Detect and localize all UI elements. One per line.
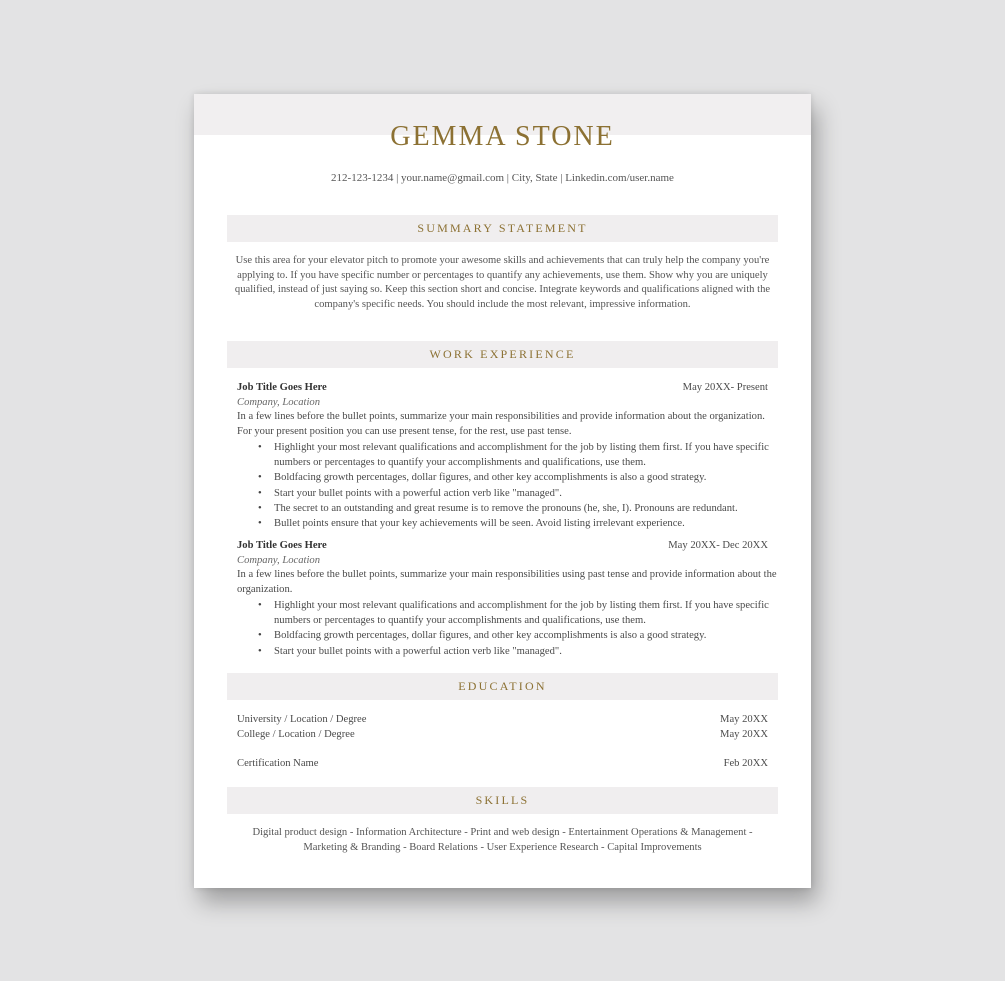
- education-date: May 20XX: [720, 729, 768, 740]
- job-dates: May 20XX- Dec 20XX: [668, 540, 768, 551]
- summary-heading: SUMMARY STATEMENT: [227, 215, 778, 242]
- skills-heading: SKILLS: [227, 787, 778, 814]
- bullet-item: • Start your bullet points with a powerful action verb like "managed".: [274, 486, 779, 501]
- job-description: In a few lines before the bullet points, summarize your main responsibilities using past tense and provide information about the organization.: [237, 569, 777, 595]
- job-bullets: [274, 440, 779, 531]
- skills-text: Digital product design - Information Architecture - Print and web design - Entertainment Operations & Management - Marketing & Branding - Board Relations - User Experience Research - Capital Improvements: [252, 827, 753, 853]
- education-entry: College / Location / Degree: [237, 729, 355, 740]
- job-company: Company, Location: [237, 555, 320, 566]
- education-heading: EDUCATION: [227, 673, 778, 700]
- job-dates: May 20XX- Present: [682, 382, 768, 393]
- contact-line: 212-123-1234 | your.name@gmail.com | City, State | Linkedin.com/user.name: [331, 172, 674, 184]
- bullet-item: • Bullet points ensure that your key achievements will be seen. Avoid listing irrelevant experience.: [274, 516, 779, 531]
- candidate-name: GEMMA STONE: [390, 121, 615, 152]
- job-company: Company, Location: [237, 397, 320, 408]
- resume-page: [194, 94, 811, 888]
- bullet-item: • Boldfacing growth percentages, dollar figures, and other key accomplishments is also a good strategy.: [274, 628, 779, 643]
- bullet-item: • The secret to an outstanding and great resume is to remove the pronouns (he, she, I). Pronouns are redundant.: [274, 501, 779, 516]
- education-date: May 20XX: [720, 714, 768, 725]
- job-title: Job Title Goes Here: [237, 540, 327, 551]
- certification-date: Feb 20XX: [723, 758, 768, 769]
- job-description: In a few lines before the bullet points, summarize your main responsibilities and provide information about the organization. For your present position you can use present tense, for the rest, use past tense.: [237, 411, 765, 437]
- certification-entry: Certification Name: [237, 758, 319, 769]
- bullet-item: • Boldfacing growth percentages, dollar figures, and other key accomplishments is also a good strategy.: [274, 470, 779, 485]
- job-bullets: [274, 598, 779, 659]
- summary-text: Use this area for your elevator pitch to promote your awesome skills and achievements that can truly help the company you're applying to. If you have specific number or percentages to quantify any achievements, use them. Show why you are uniquely qualified, instead of just saying so. Keep this section short and concise. Integrate keywords and qualifications aligned with the company's specific needs. You should include the most relevant, impressive information.: [234, 255, 771, 311]
- bullet-item: • Highlight your most relevant qualifications and accomplishment for the job by listing them first. If you have specific numbers or percentages to quantify your accomplishments and qualifications, use them.: [274, 598, 779, 628]
- education-entry: University / Location / Degree: [237, 714, 367, 725]
- bullet-item: • Start your bullet points with a powerful action verb like "managed".: [274, 644, 779, 659]
- bullet-item: • Highlight your most relevant qualifications and accomplishment for the job by listing them first. If you have specific numbers or percentages to quantify your accomplishments and qualifications, use them.: [274, 440, 779, 470]
- work-experience-heading: WORK EXPERIENCE: [227, 341, 778, 368]
- job-title: Job Title Goes Here: [237, 382, 327, 393]
